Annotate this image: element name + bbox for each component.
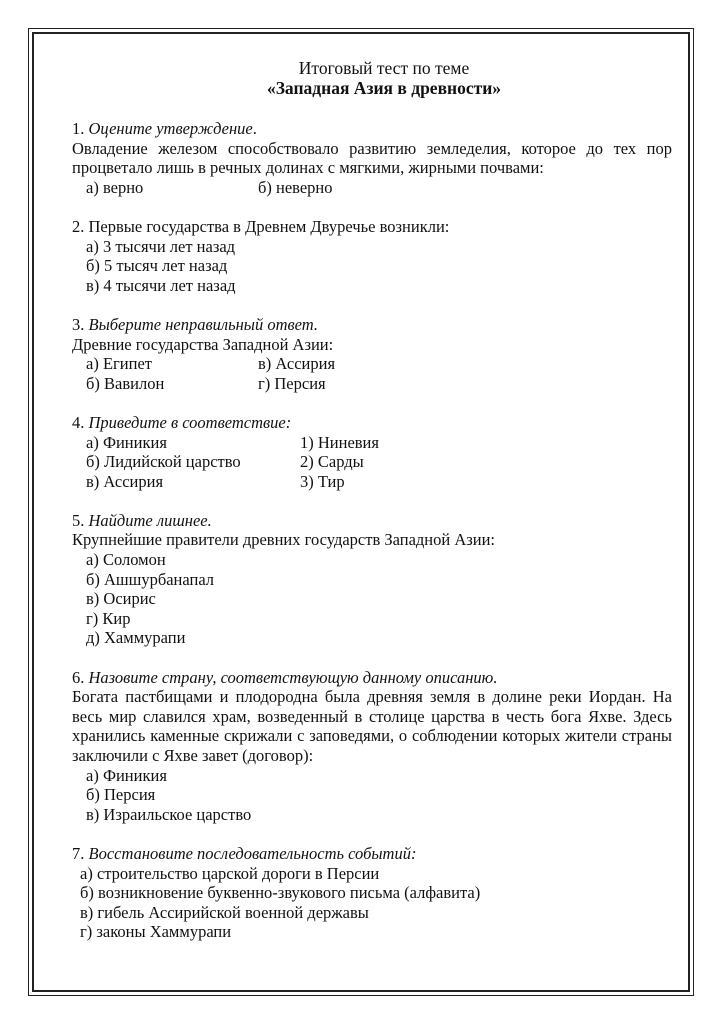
question-instruction: Выберите неправильный ответ.	[88, 314, 319, 334]
question-stem: Первые государства в Древнем Двуречье возникли:	[88, 216, 450, 236]
question-5	[72, 511, 672, 648]
question-7-header	[72, 844, 672, 864]
question-6	[72, 668, 672, 825]
question-number: 2.	[72, 216, 85, 236]
question-4-row-1	[72, 433, 672, 453]
test-document	[72, 52, 672, 942]
question-5-header	[72, 511, 672, 531]
event-c[interactable]: в) гибель Ассирийской военной державы	[80, 902, 369, 922]
question-instruction: Оцените утверждение	[88, 119, 253, 138]
question-3	[72, 315, 672, 393]
match-right-1[interactable]: 1) Ниневия	[300, 432, 379, 452]
question-3-row-1	[72, 354, 672, 374]
question-1-options	[72, 178, 672, 198]
question-instruction: Найдите лишнее.	[88, 510, 212, 530]
match-right-3[interactable]: 3) Тир	[300, 471, 345, 491]
option-b[interactable]: б) Вавилон	[86, 373, 165, 393]
question-number: 3.	[72, 314, 85, 334]
option-c[interactable]: в) Ассирия	[258, 354, 336, 374]
option-b[interactable]: б) Ашшурбанапал	[86, 569, 215, 589]
match-left-b[interactable]: б) Лидийской царство	[86, 452, 241, 472]
question-2	[72, 217, 672, 295]
option-e[interactable]: д) Хаммурапи	[86, 628, 186, 648]
question-number: 5.	[72, 510, 85, 530]
option-a[interactable]: а) Египет	[86, 354, 152, 374]
match-left-a[interactable]: а) Финикия	[86, 432, 167, 452]
question-number: 7.	[72, 843, 85, 863]
option-a[interactable]: а) Соломон	[86, 550, 166, 570]
question-3-text: Древние государства Западной Азии:	[72, 334, 334, 354]
option-b[interactable]: б) неверно	[258, 177, 333, 197]
option-d[interactable]: г) Кир	[86, 608, 131, 628]
option-a[interactable]: а) верно	[86, 177, 144, 197]
question-4-header	[72, 413, 672, 433]
event-d[interactable]: г) законы Хаммурапи	[80, 922, 232, 942]
question-instruction-suffix: .	[252, 119, 257, 138]
event-a[interactable]: а) строительство царской дороги в Персии	[80, 863, 380, 883]
option-a[interactable]: а) Финикия	[86, 765, 167, 785]
question-number: 6.	[72, 667, 85, 687]
title-line-1: Итоговый тест по теме	[298, 58, 470, 78]
option-c[interactable]: в) Израильское царство	[86, 804, 252, 824]
option-d[interactable]: г) Персия	[258, 373, 326, 393]
question-3-header	[72, 315, 672, 335]
question-4	[72, 413, 672, 491]
question-1-header	[72, 119, 672, 139]
question-instruction: Приведите в соответствие:	[88, 412, 292, 432]
question-instruction: Восстановите последовательность событий:	[88, 843, 417, 863]
event-b[interactable]: б) возникновение буквенно-звукового письма (алфавита)	[80, 883, 481, 903]
question-3-row-2	[72, 374, 672, 394]
question-4-row-3	[72, 472, 672, 492]
title-line-2: «Западная Азия в древности»	[266, 78, 502, 98]
match-right-2[interactable]: 2) Сарды	[300, 452, 364, 472]
question-1	[72, 119, 672, 197]
option-b[interactable]: б) 5 тысяч лет назад	[86, 256, 228, 276]
question-4-row-2	[72, 452, 672, 472]
question-2-header	[72, 217, 672, 237]
question-6-header	[72, 668, 672, 688]
question-number: 1.	[72, 119, 85, 138]
question-1-text: Овладение железом способствовало развитию земледелия, которое до тех пор процветало лишь в речных долинах с мягкими, жирными почвами:	[72, 138, 672, 178]
match-left-c[interactable]: в) Ассирия	[86, 471, 164, 491]
option-a[interactable]: а) 3 тысячи лет назад	[86, 236, 236, 256]
option-c[interactable]: в) Осирис	[86, 589, 156, 609]
document-title	[96, 58, 672, 98]
question-5-text: Крупнейшие правители древних государств Западной Азии:	[72, 530, 496, 550]
option-c[interactable]: в) 4 тысячи лет назад	[86, 275, 236, 295]
question-number: 4.	[72, 412, 85, 432]
question-6-text: Богата пастбищами и плодородна была древняя земля в долине реки Иордан. На весь мир славился храм, возведенный в столице царства в честь бога Яхве. Здесь хранились каменные скрижали с заповедями, о соблюдении которых жители страны заключили с Яхве завет (договор):	[72, 687, 672, 765]
option-b[interactable]: б) Персия	[86, 785, 156, 805]
question-7	[72, 844, 672, 942]
question-instruction: Назовите страну, соответствующую данному описанию.	[88, 667, 498, 687]
